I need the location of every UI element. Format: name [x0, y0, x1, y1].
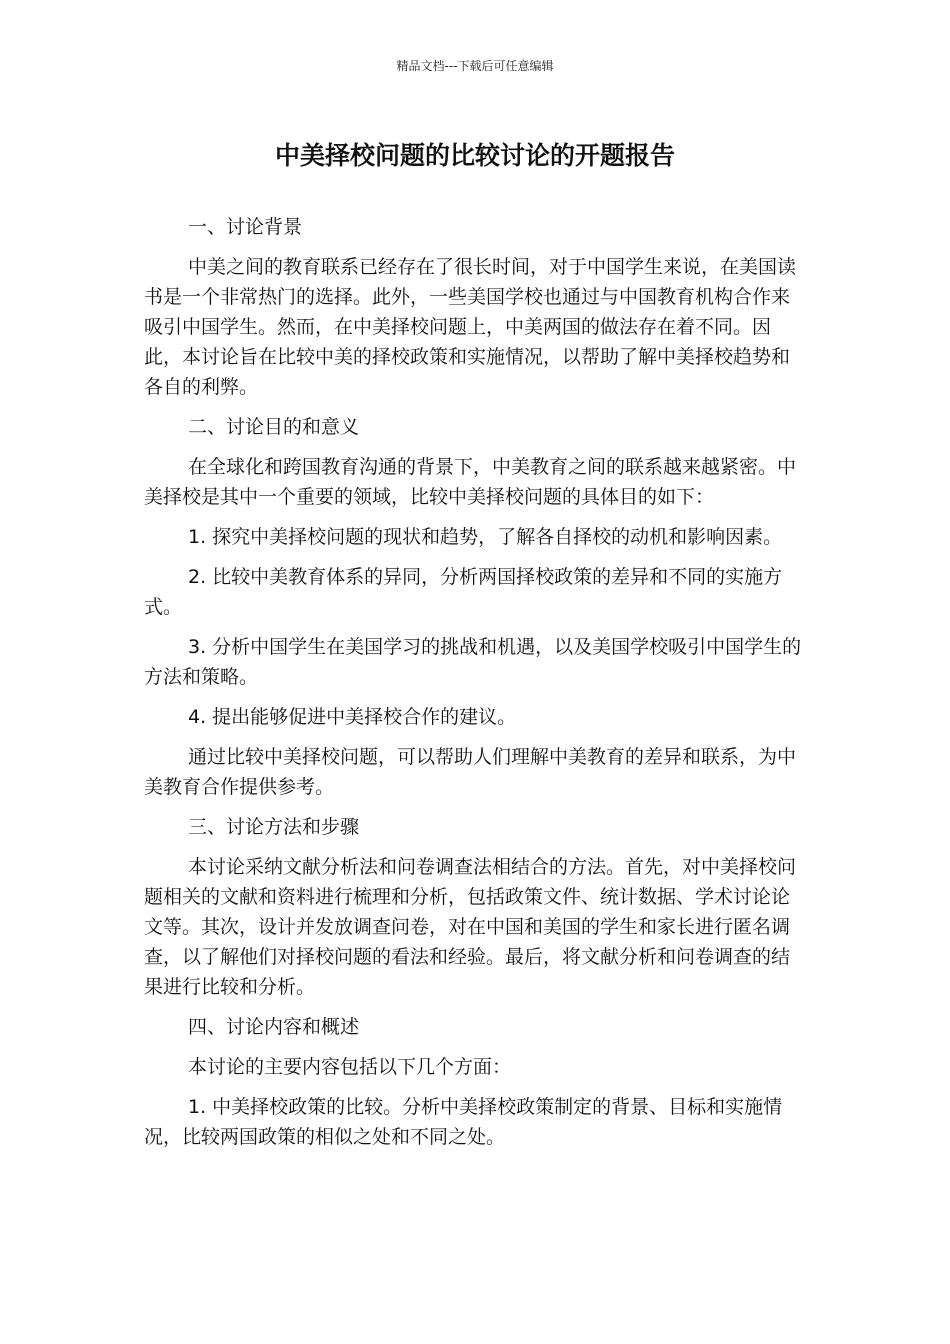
list-item-purpose-1: 1. 探究中美择校问题的现状和趋势，了解各自择校的动机和影响因素。 [188, 526, 783, 548]
section-heading-methods: 三、讨论方法和步骤 [188, 816, 360, 838]
document-body [144, 212, 804, 1162]
page-title: 中美择校问题的比较讨论的开题报告 [274, 141, 675, 170]
list-item-purpose-4: 4. 提出能够促进中美择校合作的建议。 [188, 706, 517, 728]
paragraph-methods: 本讨论采纳文献分析法和问卷调查法相结合的方法。首先，对中美择校问题相关的文献和资料进行梳理和分析，包括政策文件、统计数据、学术讨论论文等。其次，设计并发放调查问卷，对在中国和美国的学生和家长进行匿名调查，以了解他们对择校问题的看法和经验。最后，将文献分析和问卷调查的结果进行比较和分析。 [144, 856, 797, 998]
paragraph-purpose-summary: 通过比较中美择校问题，可以帮助人们理解中美教育的差异和联系，为中美教育合作提供参考。 [144, 746, 797, 798]
paragraph-content-intro: 本讨论的主要内容包括以下几个方面： [188, 1056, 512, 1078]
section-heading-purpose: 二、讨论目的和意义 [188, 416, 360, 438]
paragraph-background: 中美之间的教育联系已经存在了很长时间，对于中国学生来说，在美国读书是一个非常热门的选择。此外，一些美国学校也通过与中国教育机构合作来吸引中国学生。然而，在中美择校问题上，中美两国的做法存在着不同。因此，本讨论旨在比较中美的择校政策和实施情况，以帮助了解中美择校趋势和各自的利弊。 [144, 256, 797, 398]
list-item-purpose-2: 2. 比较中美教育体系的异同，分析两国择校政策的差异和不同的实施方式。 [144, 566, 783, 618]
list-item-content-1: 1. 中美择校政策的比较。分析中美择校政策制定的背景、目标和实施情况，比较两国政策的相似之处和不同之处。 [144, 1096, 783, 1148]
list-item-purpose-3: 3. 分析中国学生在美国学习的挑战和机遇，以及美国学校吸引中国学生的方法和策略。 [144, 636, 802, 688]
section-heading-background: 一、讨论背景 [188, 216, 303, 238]
header-note: 精品文档---下载后可任意编辑 [396, 59, 554, 73]
paragraph-purpose: 在全球化和跨国教育沟通的背景下，中美教育之间的联系越来越紧密。中美择校是其中一个重要的领域，比较中美择校问题的具体目的如下： [144, 456, 797, 508]
section-heading-content: 四、讨论内容和概述 [188, 1016, 360, 1038]
